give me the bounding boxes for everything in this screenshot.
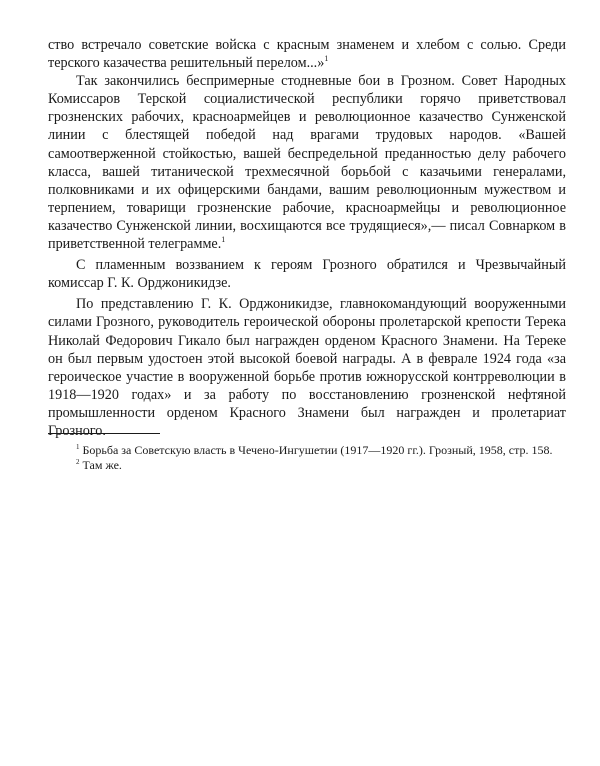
footnotes	[48, 443, 566, 473]
paragraph-battle-end: Так закончились беспримерные стодневные бои в Грозном. Совет Народных Комиссаров Терской социалистической республики горячо приветствовал грозненских рабочих, красноармейцев и революционное казачество Сунженской линии с блестящей победой над врагами трудовых народов. «Вашей самоотверженной стойкостью, вашей беспредельной преданностью делу рабочего класса, вашей титанической трехмесячной борьбой с казачьими генералами, полковниками и их офицерскими бандами, вашим революционным мужеством и терпением, товарищи грозненские рабочие, красноармейцы и революционное казачество Сунженской линии, восхищаются все трудящиеся»,— писал Совнарком в приветственной телеграмме.$^1$	[48, 73, 566, 253]
main-text	[48, 36, 566, 440]
footnote-2: $^2$ Там же.	[76, 458, 122, 472]
footnote-1: $^1$ Борьба за Советскую власть в Чечено-Ингушетии (1917—1920 гг.). Грозный, 1958, стр. 158.	[76, 443, 553, 457]
footnote-marker: 2	[76, 458, 80, 466]
paragraph-gikalo-award: По представлению Г. К. Орджоникидзе, главнокомандующий вооруженными силами Грозного, руководитель героической обороны пролетарской крепости Терека Николай Федорович Гикало был награжден орденом Красного Знамени. На Тереке он был первым удостоен этой высокой боевой награды. А в феврале 1924 года «за героическое участие в вооруженной борьбе против южнорусской контрреволюции в 1918—1920 годах» и за работу по восстановлению грозненской нефтяной промышленности орденом Красного Знамени был награжден и пролетариат Грозного.	[48, 296, 566, 439]
footnote-ref: 1	[324, 54, 329, 64]
footnote-ref: 1	[221, 235, 226, 245]
footnote-marker: 1	[76, 443, 80, 451]
paragraph-ordzhonikidze-appeal: С пламенным воззванием к героям Грозного обратился и Чрезвычайный комиссар Г. К. Орджоникидзе.	[48, 257, 566, 292]
paragraph-continuation: ство встречало советские войска с красным знаменем и хлебом с солью. Среди терского казачества решительный перелом...»$^1$	[48, 37, 566, 72]
footnote-divider	[48, 433, 160, 434]
